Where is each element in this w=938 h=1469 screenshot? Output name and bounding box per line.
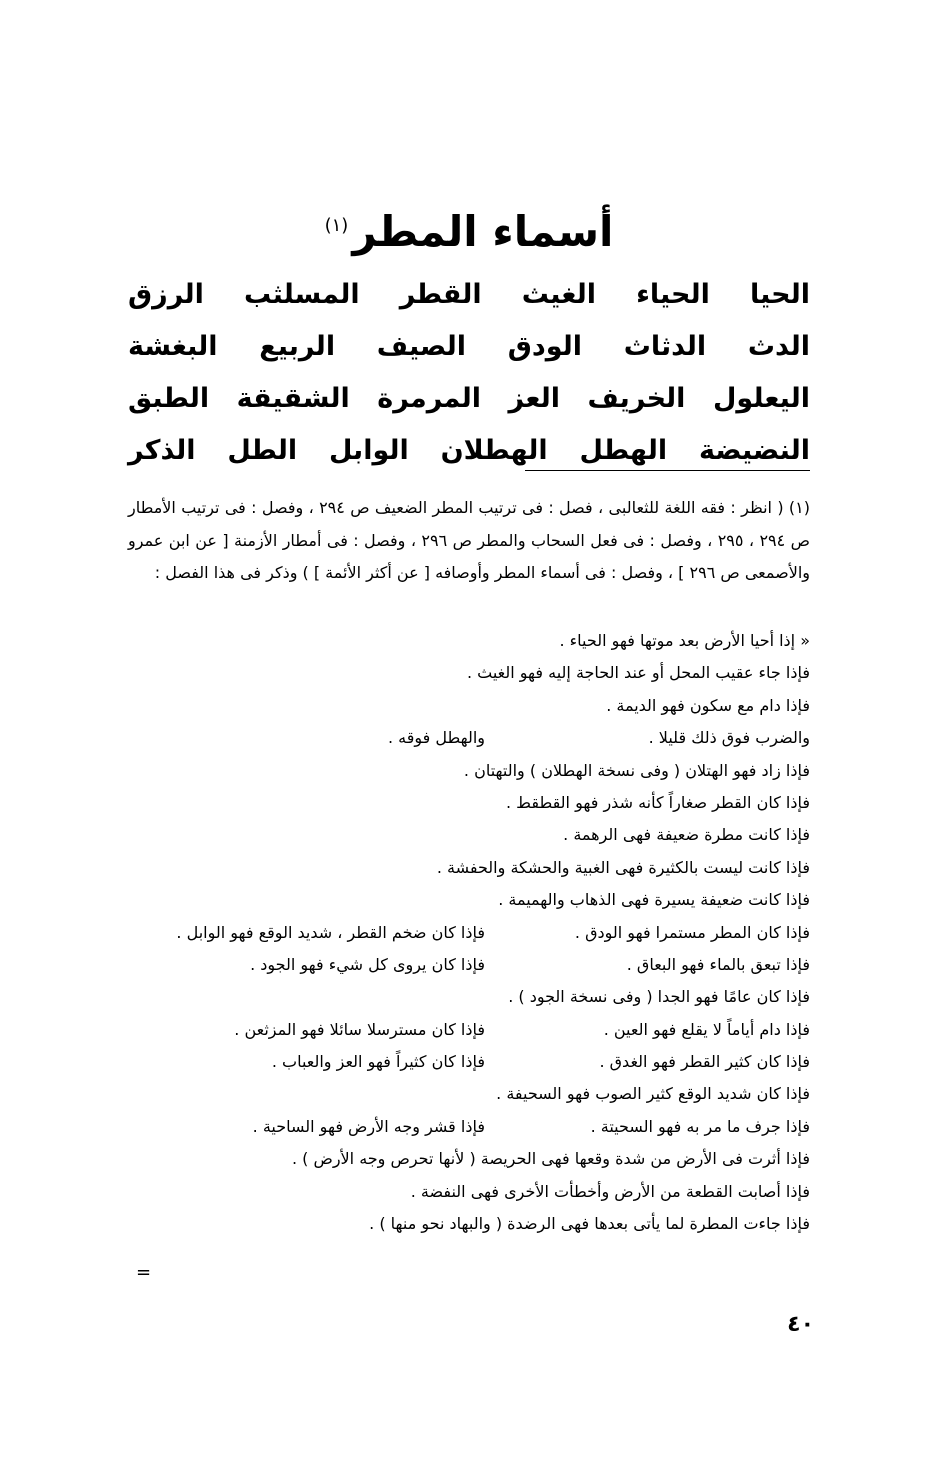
quote-line bbox=[128, 690, 810, 722]
name-item: المسلثب bbox=[244, 278, 360, 310]
title-footnote-ref: (١) bbox=[324, 215, 349, 236]
names-row bbox=[128, 320, 810, 372]
quote-text: فإذا كان القطر صغاراً كأنه شذر فهو القطقط . bbox=[506, 792, 810, 812]
name-item: الطبق bbox=[128, 382, 210, 414]
names-row bbox=[128, 424, 810, 476]
names-row bbox=[128, 372, 810, 424]
rain-names-grid bbox=[128, 268, 810, 476]
quote-text: فإذا كان عامًا فهو الجدا ( وفى نسخة الجود ) . bbox=[508, 987, 810, 1007]
quote-text: فإذا كان المطر مستمرا فهو الودق . bbox=[574, 922, 810, 942]
quote-text: فإذا أثرت فى الأرض من شدة وقعها فهى الحريصة ( لأنها تحرص وجه الأرض ) . bbox=[291, 1149, 810, 1169]
quote-line bbox=[128, 722, 810, 754]
name-item: الغيث bbox=[521, 278, 596, 310]
name-item: القطر bbox=[399, 278, 482, 310]
quote-line bbox=[128, 1078, 810, 1110]
quote-line bbox=[128, 1176, 810, 1208]
name-item: الدثاث bbox=[623, 330, 707, 362]
name-item: الحياء bbox=[636, 278, 710, 310]
name-item: الذكر bbox=[128, 434, 196, 466]
name-item: العز bbox=[508, 382, 560, 414]
footnote-divider bbox=[525, 470, 810, 471]
quote-text: فإذا كان كثيراً فهو العز والعباب . bbox=[271, 1052, 485, 1072]
name-item: الربيع bbox=[259, 330, 336, 362]
quote-line bbox=[128, 819, 810, 851]
footnote bbox=[128, 492, 810, 590]
quote-line bbox=[128, 1111, 810, 1143]
quote-text: فإذا قشر وجه الأرض فهو الساحية . bbox=[252, 1116, 485, 1136]
quote-line bbox=[128, 1046, 810, 1078]
quote-text: فإذا كان كثير القطر فهو الغدق . bbox=[599, 1052, 810, 1072]
name-item: اليعلول bbox=[712, 382, 810, 414]
quote-text: « إذا أحيا الأرض بعد موتها فهو الحياء . bbox=[559, 631, 810, 650]
quote-line bbox=[128, 981, 810, 1013]
quote-line bbox=[128, 787, 810, 819]
page-title bbox=[0, 196, 938, 262]
quote-line bbox=[128, 1014, 810, 1046]
quote-text: فإذا جاء عقيب المحل أو عند الحاجة إليه فهو الغيث . bbox=[466, 663, 810, 683]
quote-text: فإذا جرف ما مر به فهو السحيتة . bbox=[590, 1116, 810, 1136]
quote-line bbox=[128, 755, 810, 787]
quote-text: فإذا كان مسترسلا سائلا فهو المزثعن . bbox=[234, 1019, 485, 1039]
quote-text: والهطل فوقه . bbox=[387, 728, 485, 748]
name-item: الطل bbox=[227, 434, 298, 466]
name-item: الهطل bbox=[579, 434, 668, 466]
quote-text: فإذا كانت ضعيفة يسيرة فهى الذهاب والهميمة . bbox=[498, 890, 810, 910]
footnote-quotation bbox=[128, 625, 810, 1240]
quote-line bbox=[128, 852, 810, 884]
quote-line bbox=[128, 917, 810, 949]
page-number: ٤٠ bbox=[787, 1312, 814, 1337]
quote-text: فإذا كان ضخم القطر ، شديد الوقع فهو الوابل . bbox=[176, 922, 485, 942]
footnote-text: (١) ( انظر : فقه اللغة للثعالبى ، فصل : فى ترتيب المطر الضعيف ص ٢٩٤ ، وفصل : فى ترتيب الأمطار ص ٢٩٤ ، ٢٩٥ ، وفصل : فى فعل السحاب والمطر ص ٢٩٦ ، وفصل : فى أمطار الأزمنة [ عن ابن عمرو والأصمعى ص ٢٩٦ ] ، وفصل : فى أسماء المطر وأوصافه [ عن أكثر الأئمة ] ) وذكر فى هذا الفصل : bbox=[128, 498, 810, 582]
quote-text: فإذا دام مع سكون فهو الديمة . bbox=[606, 695, 810, 715]
quote-text: والضرب فوق ذلك قليلا . bbox=[648, 728, 810, 748]
name-item: الهطلان bbox=[440, 434, 548, 466]
name-item: الحيا bbox=[749, 278, 810, 310]
quote-line bbox=[128, 1208, 810, 1240]
quote-text: فإذا جاءت المطرة لما يأتى بعدها فهى الرضدة ( والبهاد نحو منها ) . bbox=[369, 1214, 810, 1234]
quote-text: فإذا كان يروى كل شيء فهو الجود . bbox=[250, 954, 485, 974]
quote-text: فإذا تبعق بالماء فهو البعاق . bbox=[626, 954, 810, 974]
quote-line bbox=[128, 625, 810, 657]
name-item: الصيف bbox=[376, 330, 466, 362]
continuation-mark: = bbox=[136, 1262, 152, 1283]
name-item: النضيضة bbox=[698, 434, 810, 466]
name-item: الرزق bbox=[128, 278, 204, 310]
name-item: البغشة bbox=[128, 330, 218, 362]
quote-text: فإذا دام أياماً لا يقلع فهو العين . bbox=[603, 1019, 810, 1039]
name-item: المرمرة bbox=[377, 382, 482, 414]
quote-text: فإذا زاد فهو الهتلان ( وفى نسخة الهطلان ) والتهتان . bbox=[463, 760, 810, 780]
quote-line bbox=[128, 949, 810, 981]
name-item: الخريف bbox=[587, 382, 686, 414]
name-item: الودق bbox=[507, 330, 583, 362]
quote-text: فإذا كانت مطرة ضعيفة فهى الرهمة . bbox=[563, 825, 810, 845]
name-item: الشقيقة bbox=[236, 382, 350, 414]
name-item: الوابل bbox=[328, 434, 409, 466]
quote-line bbox=[128, 657, 810, 689]
quote-line bbox=[128, 1143, 810, 1175]
title-text: أسماء المطر bbox=[352, 207, 614, 256]
quote-text: فإذا أصابت القطعة من الأرض وأخطأت الأخرى فهى النفضة . bbox=[410, 1181, 810, 1201]
quote-text: فإذا كان شديد الوقع كثير الصوب فهو السحيفة . bbox=[496, 1084, 810, 1104]
names-row bbox=[128, 268, 810, 320]
name-item: الدث bbox=[747, 330, 810, 362]
quote-line bbox=[128, 884, 810, 916]
quote-text: فإذا كانت ليست بالكثيرة فهى الغبية والحشكة والحفشة . bbox=[436, 857, 810, 877]
